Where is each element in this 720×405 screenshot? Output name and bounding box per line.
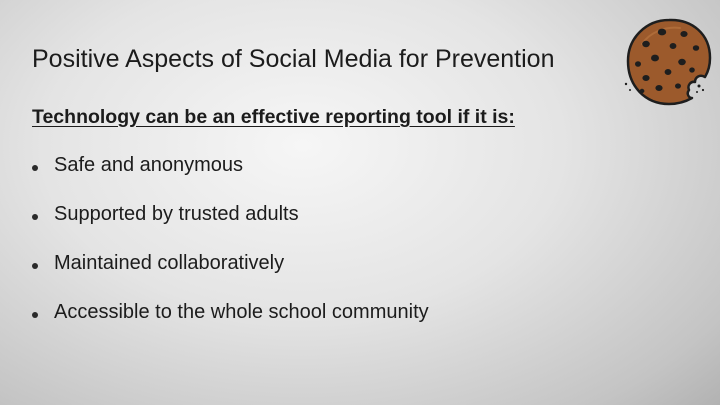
bullet-text: Maintained collaboratively xyxy=(54,252,285,274)
bullet-item xyxy=(32,151,429,200)
slide-title: Positive Aspects of Social Media for Prevention xyxy=(32,45,555,73)
bullet-list xyxy=(32,151,429,347)
cookie-icon xyxy=(622,14,716,108)
bullet-dot-icon xyxy=(32,263,38,269)
bullet-text: Accessible to the whole school community xyxy=(54,301,429,323)
bullet-text: Supported by trusted adults xyxy=(54,203,299,225)
bullet-dot-icon xyxy=(32,214,38,220)
bullet-text: Safe and anonymous xyxy=(54,154,244,176)
bullet-item xyxy=(32,298,429,347)
slide-subtitle: Technology can be an effective reporting tool if it is: xyxy=(32,106,515,128)
bullet-dot-icon xyxy=(32,165,38,171)
bullet-item xyxy=(32,249,429,298)
bullet-dot-icon xyxy=(32,312,38,318)
bullet-item xyxy=(32,200,429,249)
